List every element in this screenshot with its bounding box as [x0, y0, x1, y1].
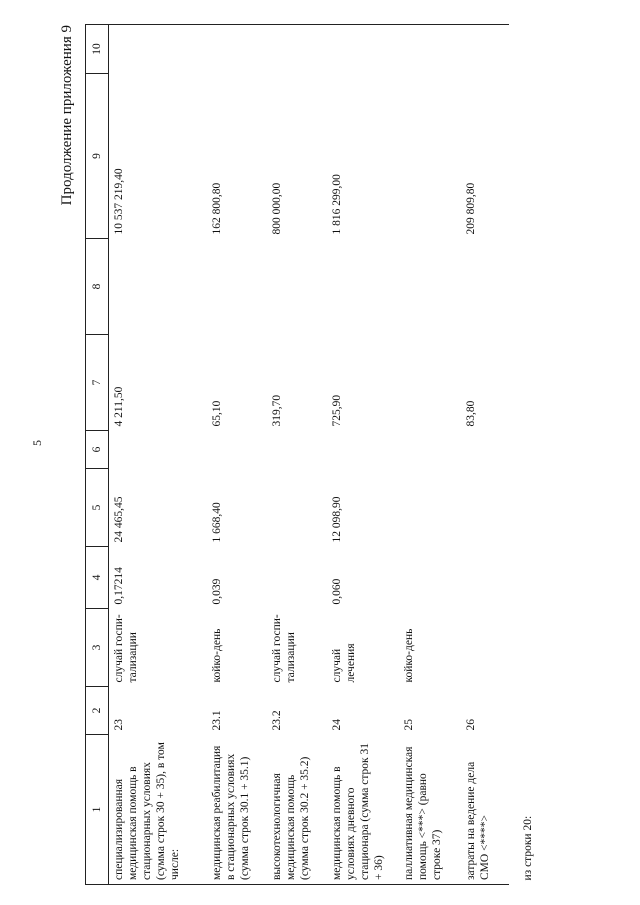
table-row — [267, 25, 327, 885]
column-header: 8 — [86, 239, 109, 335]
row-col10 — [399, 25, 461, 74]
row-col8 — [327, 239, 399, 335]
row-unit: койко-день — [210, 628, 223, 683]
row-per-capita: 725,90 — [330, 394, 343, 427]
row-cost-per-unit — [267, 469, 327, 547]
column-header: 1 — [86, 735, 109, 885]
row-line-number: 26 — [464, 719, 477, 731]
row-col6 — [327, 431, 399, 469]
row-total-cost: 162 800,80 — [210, 182, 223, 235]
row-total-cost: 209 809,80 — [464, 182, 477, 235]
row-col8 — [207, 239, 267, 335]
table-row — [109, 25, 207, 885]
table-header-row — [86, 25, 109, 885]
column-header: 7 — [86, 335, 109, 431]
row-total-cost: 800 000,00 — [270, 182, 283, 235]
row-per-capita: 4 211,50 — [113, 386, 125, 427]
row-description: специализированная медицинская помощь в стационарных условиях (сумма строк 30 + 35), в том числе: — [109, 735, 207, 885]
appendix-header: Продолжение приложения 9 — [59, 25, 75, 206]
row-cost-per-unit — [399, 469, 461, 547]
row-per-capita: 65,10 — [210, 400, 223, 427]
row-line-number: 23.1 — [210, 710, 223, 731]
row-line-number: 24 — [330, 719, 343, 731]
row-col10 — [109, 25, 207, 74]
row-col6 — [109, 431, 207, 469]
column-header: 9 — [86, 74, 109, 239]
footnote-text: из строки 20: — [521, 815, 534, 881]
row-per-capita: 83,80 — [464, 400, 477, 427]
row-total-cost: 1 816 299,00 — [330, 174, 343, 235]
row-line-number: 23.2 — [270, 710, 283, 731]
row-unit — [461, 609, 509, 687]
table-row — [399, 25, 461, 885]
column-header: 5 — [86, 469, 109, 547]
row-description: медицинская помощь в условиях дневного стационара (сумма строк 31 + 36) — [327, 735, 399, 885]
row-description: паллиативная медицинская помощь <***> (равно строке 37) — [399, 735, 461, 885]
row-col6 — [267, 431, 327, 469]
row-volume: 0,17214 — [113, 567, 125, 605]
row-col8 — [461, 239, 509, 335]
table-row — [207, 25, 267, 885]
row-cost-per-unit — [461, 469, 509, 547]
row-col10 — [267, 25, 327, 74]
row-col10 — [207, 25, 267, 74]
column-header: 10 — [86, 25, 109, 74]
column-header: 4 — [86, 547, 109, 609]
row-total-cost — [399, 74, 461, 239]
medical-care-table — [85, 24, 538, 885]
row-volume — [267, 547, 327, 609]
column-header: 2 — [86, 687, 109, 735]
row-volume — [461, 547, 509, 609]
row-per-capita: 319,70 — [270, 394, 283, 427]
footnote-row — [509, 25, 538, 885]
row-col8 — [399, 239, 461, 335]
row-col6 — [399, 431, 461, 469]
row-description: высокотехнологичная медицинская помощь (сумма строк 30.2 + 35.2) — [267, 735, 327, 885]
row-unit: случай госпи- тализации — [270, 614, 297, 683]
page-number: 5 — [30, 440, 44, 446]
row-line-number: 25 — [402, 719, 415, 731]
row-cost-per-unit: 1 668,40 — [210, 502, 223, 543]
row-description: медицинская реабилитация в стационарных условиях (сумма строк 30.1 + 35.1) — [207, 735, 267, 885]
row-description: затраты на ведение дела СМО <****> — [461, 735, 509, 885]
row-col8 — [267, 239, 327, 335]
rotated-page-content — [60, 25, 620, 885]
row-per-capita — [399, 335, 461, 431]
table-row — [461, 25, 509, 885]
row-col6 — [461, 431, 509, 469]
row-volume — [399, 547, 461, 609]
row-col8 — [109, 239, 207, 335]
row-col10 — [461, 25, 509, 74]
row-cost-per-unit: 12 098,90 — [330, 496, 343, 543]
column-header: 3 — [86, 609, 109, 687]
row-total-cost: 10 537 219,40 — [113, 168, 125, 235]
row-unit: случай лечения — [330, 643, 357, 683]
row-unit: случай госпи- тализации — [113, 614, 139, 683]
row-col10 — [327, 25, 399, 74]
row-unit: койко-день — [402, 628, 415, 683]
row-cost-per-unit: 24 465,45 — [113, 496, 125, 543]
row-volume: 0,039 — [210, 578, 223, 605]
row-volume: 0,060 — [330, 578, 343, 605]
table-row — [327, 25, 399, 885]
column-header: 6 — [86, 431, 109, 469]
row-line-number: 23 — [113, 719, 125, 731]
row-col6 — [207, 431, 267, 469]
